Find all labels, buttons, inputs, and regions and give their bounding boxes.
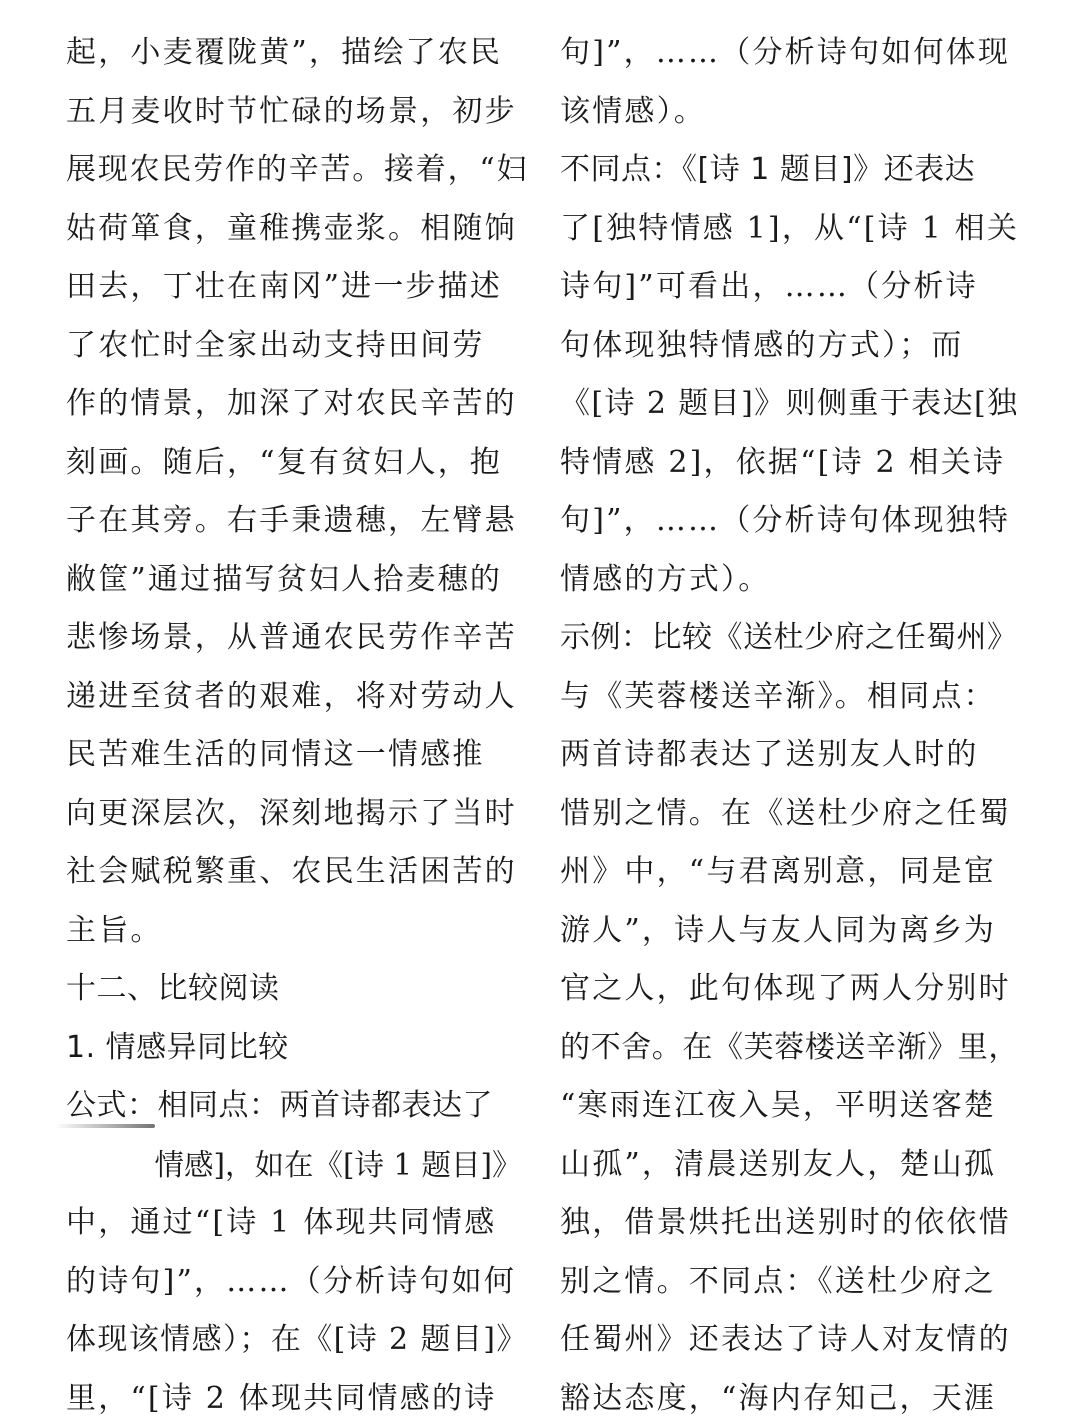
text-line: 独，借景烘托出送别时的依依惜 [560, 1194, 1022, 1253]
text-line: 该情感）。 [560, 83, 1022, 142]
text-line: 豁达态度，“海内存知己，天涯 [560, 1370, 1022, 1428]
text-line: 里，“[诗 2 体现共同情感的诗 [66, 1370, 528, 1428]
text-line: 官之人，此句体现了两人分别时 [560, 960, 1022, 1019]
right-text-column [560, 24, 1022, 1428]
text-line: 游人”，诗人与友人同为离乡为 [560, 902, 1022, 961]
text-line: 情感的方式）。 [560, 551, 1022, 610]
text-line: 诗句]”可看出，……（分析诗 [560, 258, 1022, 317]
text-line: 公式：相同点：两首诗都表达了 [66, 1077, 528, 1136]
text-line: 起，小麦覆陇黄”，描绘了农民 [66, 24, 528, 83]
text-line: 与《芙蓉楼送辛渐》。相同点： [560, 668, 1022, 727]
text-line: 敝筐”通过描写贫妇人拾麦穗的 [66, 551, 528, 610]
text-line: 特情感 2]，依据“[诗 2 相关诗 [560, 434, 1022, 493]
section-heading: 十二、比较阅读 [66, 960, 528, 1019]
text-line: 句]”，……（分析诗句体现独特 [560, 492, 1022, 551]
text-line: 子在其旁。右手秉遗穗，左臂悬 [66, 492, 528, 551]
text-line: 递进至贫者的艰难，将对劳动人 [66, 668, 528, 727]
text-line: 《[诗 2 题目]》则侧重于表达[独 [560, 375, 1022, 434]
scan-smudge-mark [55, 1124, 155, 1128]
text-line: 中，通过“[诗 1 体现共同情感 [66, 1194, 528, 1253]
text-line: 姑荷箪食，童稚携壶浆。相随饷 [66, 200, 528, 259]
text-line: 山孤”，清晨送别友人，楚山孤 [560, 1136, 1022, 1195]
text-line: 刻画。随后，“复有贫妇人，抱 [66, 434, 528, 493]
text-line: 田去，丁壮在南冈”进一步描述 [66, 258, 528, 317]
text-line: 任蜀州》还表达了诗人对友情的 [560, 1311, 1022, 1370]
text-line: 情感]，如在《[诗 1 题目]》 [66, 1136, 528, 1195]
text-line: 句体现独特情感的方式）；而 [560, 317, 1022, 376]
text-line: 别之情。不同点：《送杜少府之 [560, 1253, 1022, 1312]
text-line: 的不舍。在《芙蓉楼送辛渐》里， [560, 1019, 1022, 1078]
text-line: 两首诗都表达了送别友人时的 [560, 726, 1022, 785]
text-line: 了[独特情感 1]，从“[诗 1 相关 [560, 200, 1022, 259]
text-line: 主旨。 [66, 902, 528, 961]
text-line: 了农忙时全家出动支持田间劳 [66, 317, 528, 376]
left-text-column [66, 24, 528, 1428]
text-line: 惜别之情。在《送杜少府之任蜀 [560, 785, 1022, 844]
text-line: “寒雨连江夜入吴，平明送客楚 [560, 1077, 1022, 1136]
text-line: 作的情景，加深了对农民辛苦的 [66, 375, 528, 434]
text-line: 悲惨场景，从普通农民劳作辛苦 [66, 609, 528, 668]
text-line: 展现农民劳作的辛苦。接着，“妇 [66, 141, 528, 200]
text-line: 社会赋税繁重、农民生活困苦的 [66, 843, 528, 902]
text-line: 句]”，……（分析诗句如何体现 [560, 24, 1022, 83]
text-line: 体现该情感）；在《[诗 2 题目]》 [66, 1311, 528, 1370]
text-line: 向更深层次，深刻地揭示了当时 [66, 785, 528, 844]
text-line: 的诗句]”，……（分析诗句如何 [66, 1253, 528, 1312]
subsection-heading: 1. 情感异同比较 [66, 1019, 528, 1078]
text-line: 州》中，“与君离别意，同是宦 [560, 843, 1022, 902]
text-line: 示例：比较《送杜少府之任蜀州》 [560, 609, 1022, 668]
text-line: 民苦难生活的同情这一情感推 [66, 726, 528, 785]
text-line: 五月麦收时节忙碌的场景，初步 [66, 83, 528, 142]
text-line: 不同点：《[诗 1 题目]》还表达 [560, 141, 1022, 200]
